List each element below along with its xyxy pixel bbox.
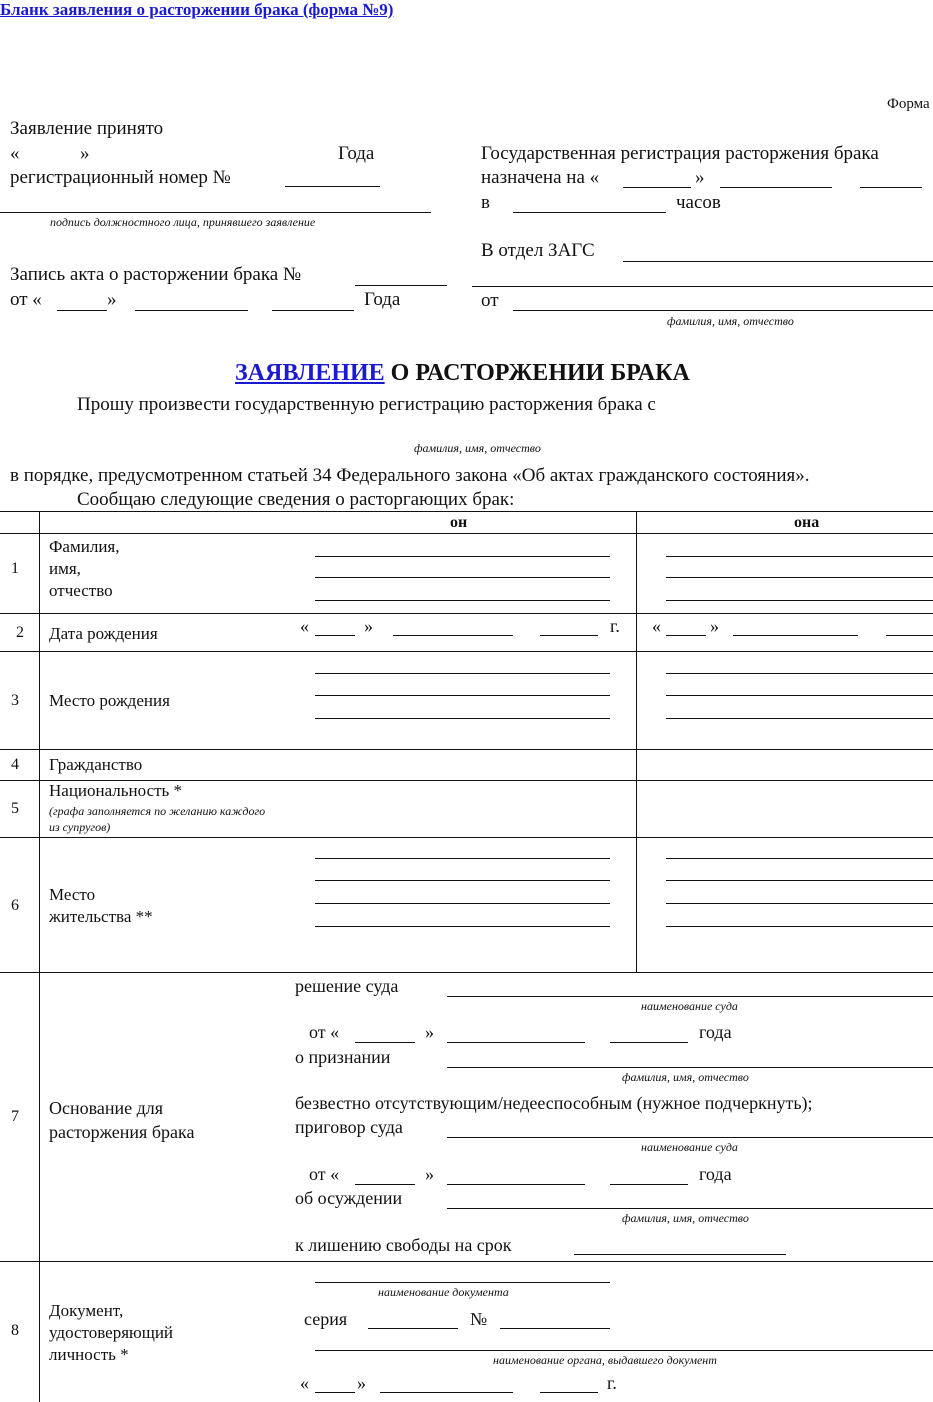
signature-caption: подпись должностного лица, принявшего заявление <box>50 215 316 229</box>
quote-open: « <box>10 143 20 164</box>
court-decision-label: решение суда <box>295 976 399 996</box>
act-from-label: от « <box>10 289 42 310</box>
fio-caption-right: фамилия, имя, отчество <box>667 314 794 328</box>
he-residence-line-4[interactable] <box>315 926 610 927</box>
quote-close: » <box>80 143 90 164</box>
row5-note: (графа заполняется по желанию каждого из супругов) <box>49 804 266 834</box>
court-caption: наименование суда <box>641 999 738 1013</box>
title-rest: О РАСТОРЖЕНИИ БРАКА <box>384 360 690 386</box>
act-from-close: » <box>107 289 117 310</box>
she-residence-line-2[interactable] <box>666 880 933 881</box>
he-birthplace-line-2[interactable] <box>315 695 610 696</box>
he-date-close: » <box>364 616 373 636</box>
he-residence-line-2[interactable] <box>315 880 610 881</box>
issue-year-line[interactable] <box>540 1392 598 1393</box>
recognition-fio-caption: фамилия, имя, отчество <box>622 1070 749 1084</box>
verdict-court-line[interactable] <box>447 1137 933 1138</box>
act-year-label: Года <box>364 289 401 310</box>
form-link-title[interactable]: Бланк заявления о расторжении брака (форма №9) <box>0 0 394 19</box>
request-text: Прошу произвести государственную регистрацию расторжения брака с <box>77 394 656 415</box>
she-birthplace-line-2[interactable] <box>666 695 933 696</box>
scheduled-day-line[interactable] <box>623 187 691 188</box>
he-date-open: « <box>300 616 309 636</box>
issuing-organ-caption: наименование органа, выдавшего документ <box>493 1353 717 1367</box>
issue-month-line[interactable] <box>380 1392 513 1393</box>
she-birth-day-line[interactable] <box>666 635 706 636</box>
act-month-line[interactable] <box>135 310 248 311</box>
doc-name-line[interactable] <box>315 1282 610 1283</box>
doc-number-line[interactable] <box>500 1328 610 1329</box>
decision-from-label: от « <box>309 1022 340 1042</box>
row6-label: Место жительства ** <box>49 885 153 926</box>
verdict-court-caption: наименование суда <box>641 1140 738 1154</box>
decision-year-line[interactable] <box>610 1042 688 1043</box>
verdict-from-label: от « <box>309 1164 340 1184</box>
title-link[interactable]: ЗАЯВЛЕНИЕ <box>235 360 385 386</box>
row-number: 6 <box>11 897 19 914</box>
he-birth-month-line[interactable] <box>393 635 513 636</box>
reg-number-line[interactable] <box>285 186 380 187</box>
col-he: он <box>450 514 468 531</box>
he-date-g: г. <box>610 616 620 636</box>
row-number: 1 <box>11 560 19 577</box>
zags-line-2[interactable] <box>472 286 933 287</box>
issue-date-open: « <box>300 1373 309 1393</box>
she-date-close: » <box>710 616 719 636</box>
accepted-label: Заявление принято <box>10 118 164 139</box>
he-residence-line-1[interactable] <box>315 858 610 859</box>
row-number: 2 <box>16 624 24 641</box>
row1-label: Фамилия, имя, отчество <box>49 537 120 600</box>
imprisonment-term-line[interactable] <box>574 1254 786 1255</box>
row4-label: Гражданство <box>49 755 143 774</box>
decision-year-label: года <box>699 1022 732 1042</box>
he-birthplace-line-3[interactable] <box>315 718 610 719</box>
applicant-fio-line[interactable] <box>513 310 933 311</box>
she-fio-line-1[interactable] <box>666 556 933 557</box>
state-reg-label: Государственная регистрация расторжения брака <box>481 143 879 164</box>
law-text: в порядке, предусмотренном статьей 34 Федерального закона «Об актах гражданского состояния». <box>10 465 810 486</box>
row2-label: Дата рождения <box>49 624 158 643</box>
he-birth-day-line[interactable] <box>315 635 355 636</box>
row3-label: Место рождения <box>49 691 170 710</box>
col-she: она <box>794 514 820 531</box>
he-fio-line-2[interactable] <box>315 577 610 578</box>
row-number: 4 <box>11 756 19 773</box>
she-birthplace-line-1[interactable] <box>666 673 933 674</box>
info-text: Сообщаю следующие сведения о расторгающих брак: <box>77 489 515 510</box>
he-fio-line-1[interactable] <box>315 556 610 557</box>
he-residence-line-3[interactable] <box>315 903 610 904</box>
act-year-line[interactable] <box>272 310 354 311</box>
she-birthplace-line-3[interactable] <box>666 718 933 719</box>
act-day-line[interactable] <box>57 310 107 311</box>
she-date-open: « <box>652 616 661 636</box>
act-record-label: Запись акта о расторжении брака № <box>10 264 302 285</box>
row-number: 8 <box>11 1322 19 1339</box>
fio-caption-body: фамилия, имя, отчество <box>414 441 541 455</box>
he-birth-year-line[interactable] <box>540 635 598 636</box>
she-birth-year-line[interactable] <box>886 635 933 636</box>
she-residence-line-1[interactable] <box>666 858 933 859</box>
year-label: Года <box>338 143 375 164</box>
scheduled-close: » <box>695 167 705 188</box>
row8-label: Документ, удостоверяющий личность * <box>49 1301 174 1364</box>
issue-day-line[interactable] <box>315 1392 355 1393</box>
verdict-label: приговор суда <box>295 1117 403 1137</box>
from-label: от <box>481 290 499 311</box>
number-label: № <box>470 1309 488 1329</box>
signature-line[interactable] <box>0 212 431 213</box>
issue-date-close: » <box>357 1373 366 1393</box>
she-residence-line-4[interactable] <box>666 926 933 927</box>
verdict-year-line[interactable] <box>610 1184 688 1185</box>
row7-label: Основание для расторжения брака <box>49 1098 195 1142</box>
row5-label: Национальность * <box>49 781 183 800</box>
she-fio-line-3[interactable] <box>666 600 933 601</box>
scheduled-label: назначена на « <box>481 167 600 188</box>
series-label: серия <box>304 1309 348 1329</box>
he-birthplace-line-1[interactable] <box>315 673 610 674</box>
row-number: 3 <box>11 692 19 709</box>
verdict-year-label: года <box>699 1164 732 1184</box>
form-title <box>235 360 690 387</box>
scheduled-year-line[interactable] <box>860 187 922 188</box>
recognition-label: о признании <box>295 1047 391 1067</box>
row-number: 7 <box>11 1108 19 1125</box>
conviction-fio-caption: фамилия, имя, отчество <box>622 1211 749 1225</box>
decision-month-line[interactable] <box>447 1042 585 1043</box>
conviction-fio-line[interactable] <box>447 1208 933 1209</box>
forma-label: Форма <box>887 96 930 112</box>
verdict-from-close: » <box>425 1164 434 1184</box>
scheduled-month-line[interactable] <box>720 187 832 188</box>
to-zags-label: В отдел ЗАГС <box>481 240 595 261</box>
she-residence-line-3[interactable] <box>666 903 933 904</box>
decision-from-close: » <box>425 1022 434 1042</box>
recognition-fio-line[interactable] <box>447 1067 933 1068</box>
court-name-line[interactable] <box>447 996 933 997</box>
conviction-label: об осуждении <box>295 1188 403 1208</box>
act-number-line[interactable] <box>355 285 447 286</box>
doc-name-caption: наименование документа <box>378 1285 509 1299</box>
row-number: 5 <box>11 800 19 817</box>
hours-label: часов <box>676 192 721 213</box>
verdict-day-line[interactable] <box>355 1184 415 1185</box>
he-fio-line-3[interactable] <box>315 600 610 601</box>
issuing-organ-line[interactable] <box>315 1350 933 1351</box>
she-birth-month-line[interactable] <box>733 635 858 636</box>
in-label: в <box>481 192 490 213</box>
reg-number-label: регистрационный номер № <box>10 167 231 188</box>
missing-text: безвестно отсутствующим/недееспособным (нужное подчеркнуть); <box>295 1093 813 1113</box>
she-fio-line-2[interactable] <box>666 577 933 578</box>
issue-date-g: г. <box>607 1373 617 1393</box>
hours-line[interactable] <box>513 212 666 213</box>
series-line[interactable] <box>368 1328 458 1329</box>
decision-day-line[interactable] <box>355 1042 415 1043</box>
verdict-month-line[interactable] <box>447 1184 585 1185</box>
imprisonment-label: к лишению свободы на срок <box>295 1235 512 1255</box>
zags-line[interactable] <box>623 261 933 262</box>
